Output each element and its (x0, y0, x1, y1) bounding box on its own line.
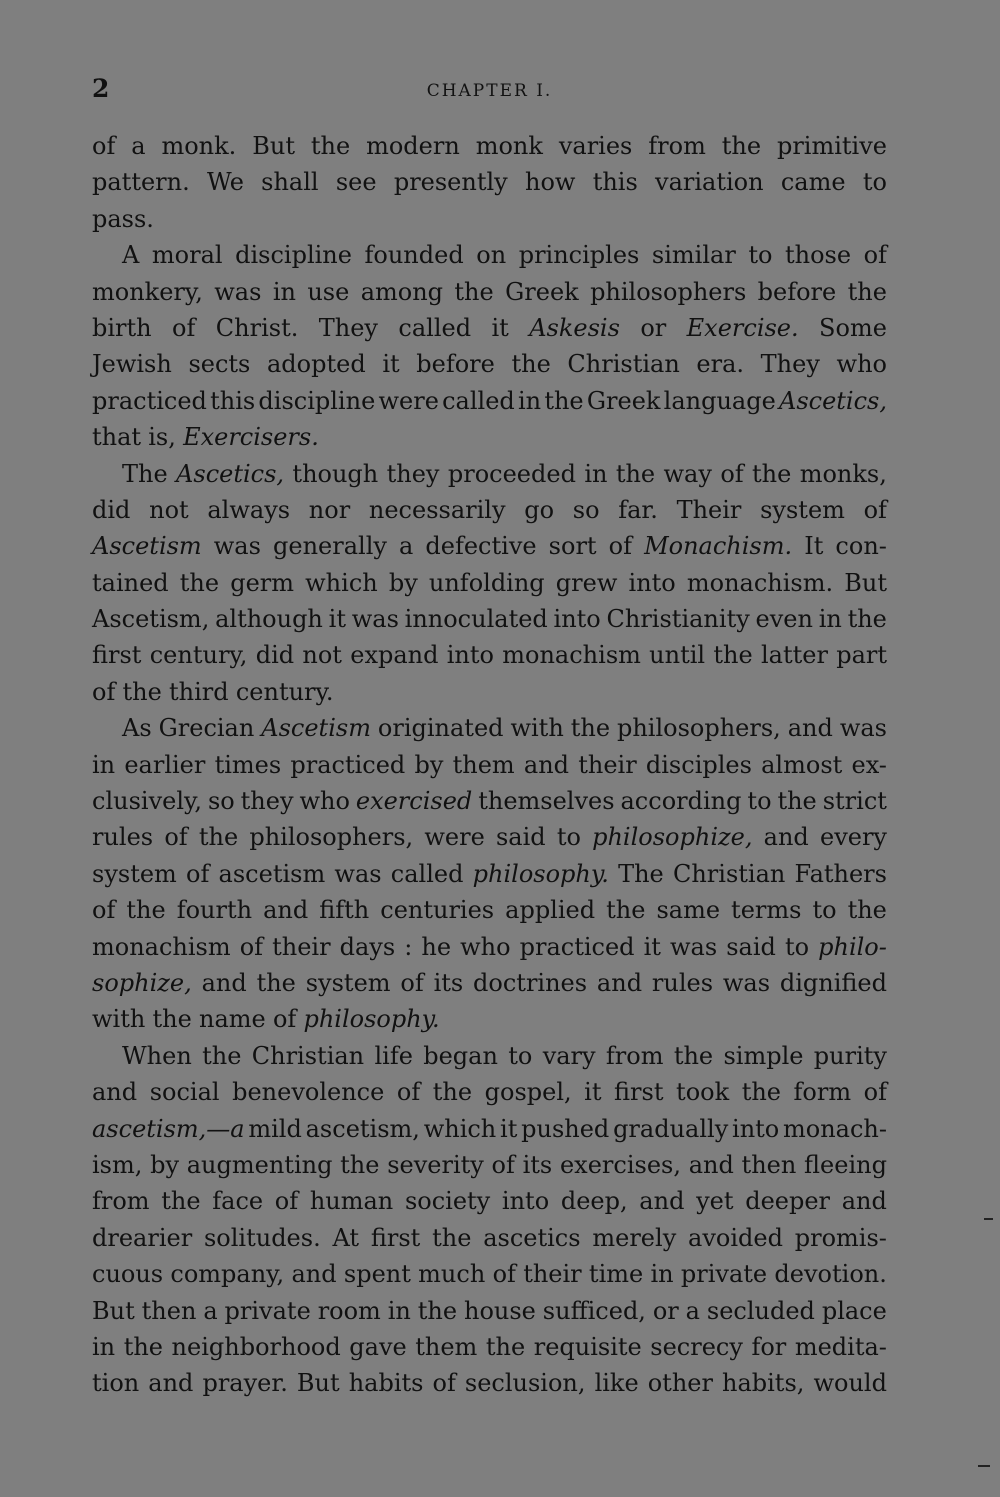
text-line: ascetism,—a mild ascetism, which it pushed gradually into monach- (92, 1114, 887, 1143)
text-line: with the name of philosophy. (92, 1005, 440, 1034)
text-line: cuous company, and spent much of their time in private devotion. (92, 1260, 887, 1289)
text-line: Jewish sects adopted it before the Christian era. They who (92, 350, 887, 379)
text-line: As Grecian Ascetism originated with the philosophers, and was (122, 714, 887, 743)
text-line: from the face of human society into deep, and yet deeper and (92, 1187, 887, 1216)
text-line: Ascetism, although it was innoculated into Christianity even in the (92, 605, 887, 634)
text-line: birth of Christ. They called it Askesis or Exercise. Some (92, 313, 887, 342)
text-line: tained the germ which by unfolding grew into monachism. But (92, 568, 887, 597)
text-line: But then a private room in the house sufficed, or a secluded place (92, 1296, 887, 1325)
text-line: A moral discipline founded on principles similar to those of (122, 241, 887, 270)
text-line: The Ascetics, though they proceeded in the way of the monks, (122, 459, 887, 488)
text-line: in the neighborhood gave them the requisite secrecy for medita- (92, 1332, 887, 1361)
text-line: and social benevolence of the gospel, it first took the form of (92, 1078, 887, 1107)
text-line: monachism of their days : he who practiced it was said to philo- (92, 932, 887, 961)
text-line: drearier solitudes. At first the ascetics merely avoided promis- (92, 1223, 887, 1252)
text-line: ism, by augmenting the severity of its exercises, and then fleeing (92, 1150, 887, 1179)
text-line: did not always nor necessarily go so far. Their system of (92, 495, 887, 524)
text-line: pass. (92, 204, 154, 233)
body-text (92, 128, 887, 1402)
text-line: first century, did not expand into monachism until the latter part (92, 641, 887, 670)
text-line: in earlier times practiced by them and their disciples almost ex- (92, 750, 887, 779)
text-line: clusively, so they who exercised themselves according to the strict (92, 787, 887, 816)
running-head (92, 74, 887, 106)
text-line: sophize, and the system of its doctrines and rules was dignified (92, 968, 887, 997)
text-line: that is, Exercisers. (92, 423, 319, 452)
margin-mark (978, 1465, 990, 1467)
margin-mark (984, 1218, 993, 1220)
text-line: rules of the philosophers, were said to philosophize, and every (92, 823, 887, 852)
text-line: of a monk. But the modern monk varies from the primitive (92, 132, 887, 160)
page-number: 2 (92, 74, 110, 103)
text-line: of the fourth and fifth centuries applied the same terms to the (92, 896, 887, 925)
text-line: Ascetism was generally a defective sort of Monachism. It con- (92, 532, 887, 561)
text-line: pattern. We shall see presently how this variation came to (92, 168, 887, 197)
text-line: practiced this discipline were called in the Greek language Ascetics, (92, 386, 887, 415)
text-line: monkery, was in use among the Greek philosophers before the (92, 277, 887, 306)
text-line: When the Christian life began to vary from the simple purity (122, 1041, 887, 1070)
text-line: system of ascetism was called philosophy. The Christian Fathers (92, 859, 887, 888)
text-line: tion and prayer. But habits of seclusion, like other habits, would (92, 1369, 887, 1398)
chapter-heading: CHAPTER I. (426, 81, 553, 101)
text-line: of the third century. (92, 677, 334, 706)
